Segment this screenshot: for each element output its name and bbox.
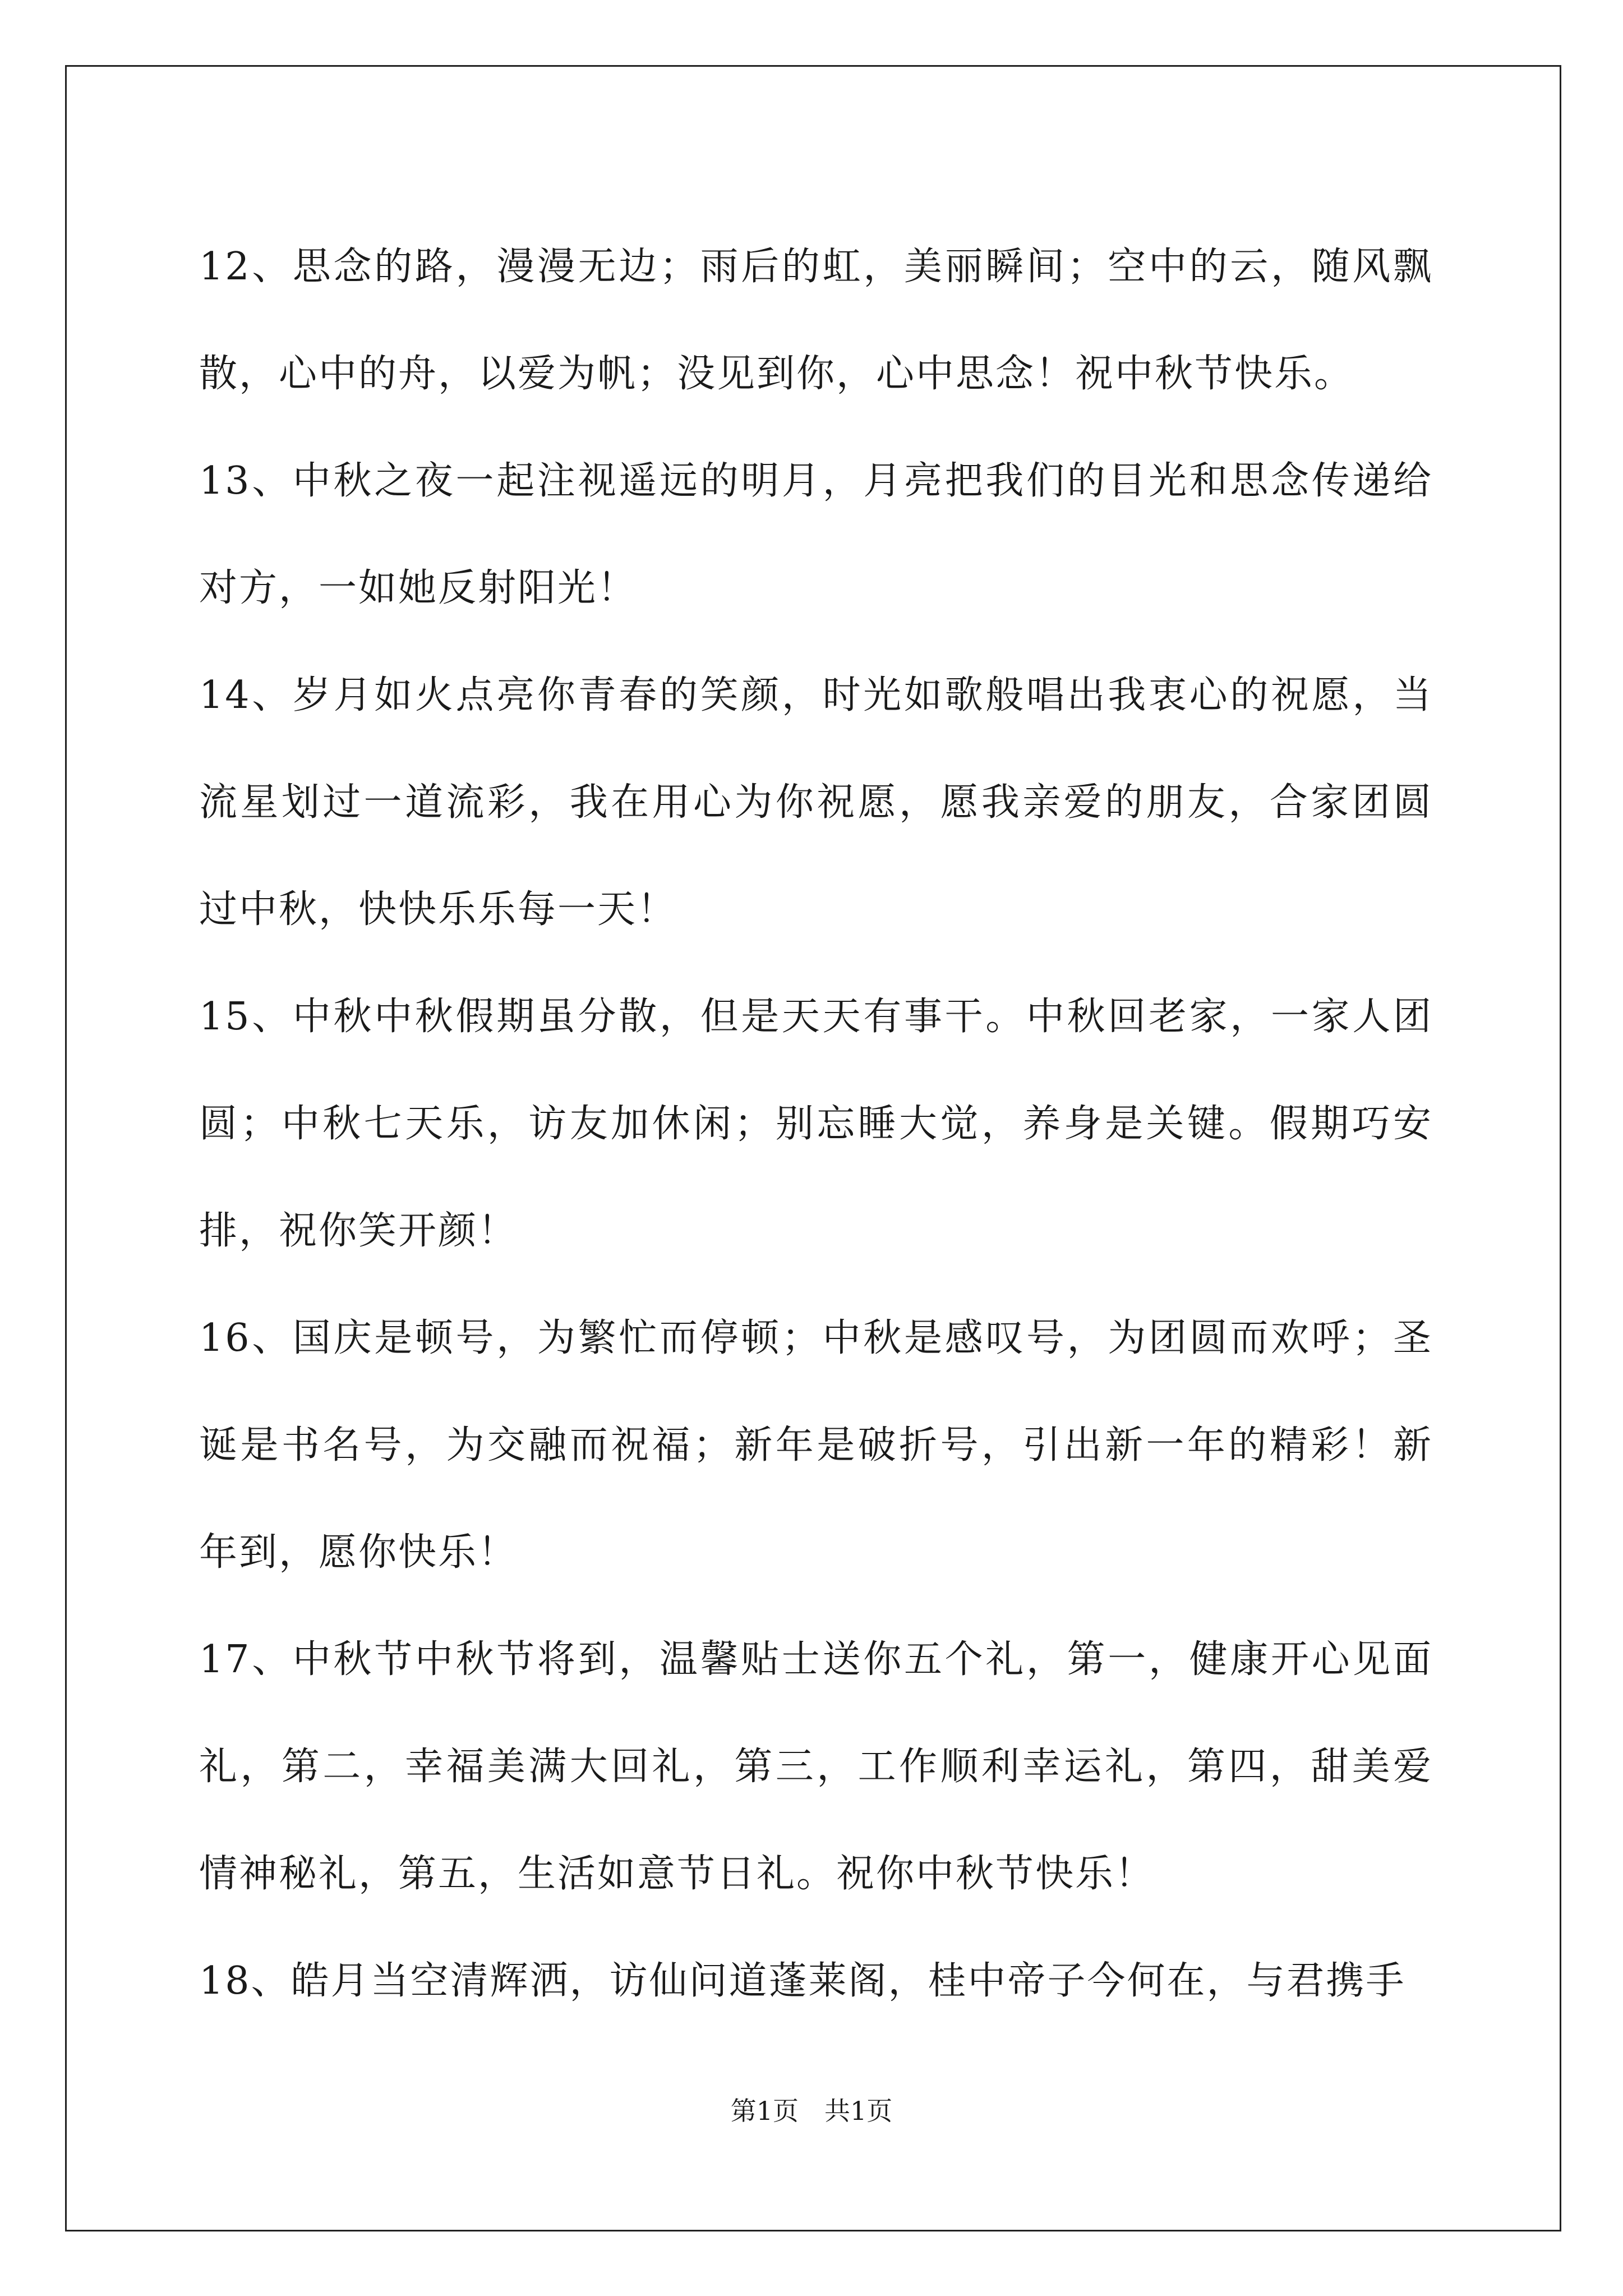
paragraph-12: 12、思念的路，漫漫无边；雨后的虹，美丽瞬间；空中的云，随风飘散，心中的舟，以爱为帆；没见到你，心中思念！祝中秋节快乐。 xyxy=(199,245,1433,396)
page-total: 共1页 xyxy=(824,2096,893,2126)
paragraph-14: 14、岁月如火点亮你青春的笑颜，时光如歌般唱出我衷心的祝愿，当流星划过一道流彩，我在用心为你祝愿，愿我亲爱的朋友，合家团圆过中秋，快快乐乐每一天！ xyxy=(199,673,1433,932)
paragraph-13: 13、中秋之夜一起注视遥远的明月，月亮把我们的目光和思念传递给对方，一如她反射阳光！ xyxy=(199,459,1433,610)
page-footer xyxy=(0,2094,1623,2128)
paragraph-16: 16、国庆是顿号，为繁忙而停顿；中秋是感叹号，为团圆而欢呼；圣诞是书名号，为交融而祝福；新年是破折号，引出新一年的精彩！新年到，愿你快乐！ xyxy=(199,1316,1433,1575)
paragraph-17: 17、中秋节中秋节将到，温馨贴士送你五个礼，第一，健康开心见面礼，第二，幸福美满大回礼，第三，工作顺利幸运礼，第四，甜美爱情神秘礼，第五，生活如意节日礼。祝你中秋节快乐！ xyxy=(199,1637,1433,1896)
document-body xyxy=(199,213,1433,2035)
paragraph-15: 15、中秋中秋假期虽分散，但是天天有事干。中秋回老家，一家人团圆；中秋七天乐，访友加休闲；别忘睡大觉，养身是关键。假期巧安排，祝你笑开颜！ xyxy=(199,995,1433,1253)
page-number: 第1页 xyxy=(730,2096,799,2126)
paragraph-18: 18、皓月当空清辉洒，访仙问道蓬莱阁，桂中帝子今何在，与君携手 xyxy=(199,1959,1406,2003)
